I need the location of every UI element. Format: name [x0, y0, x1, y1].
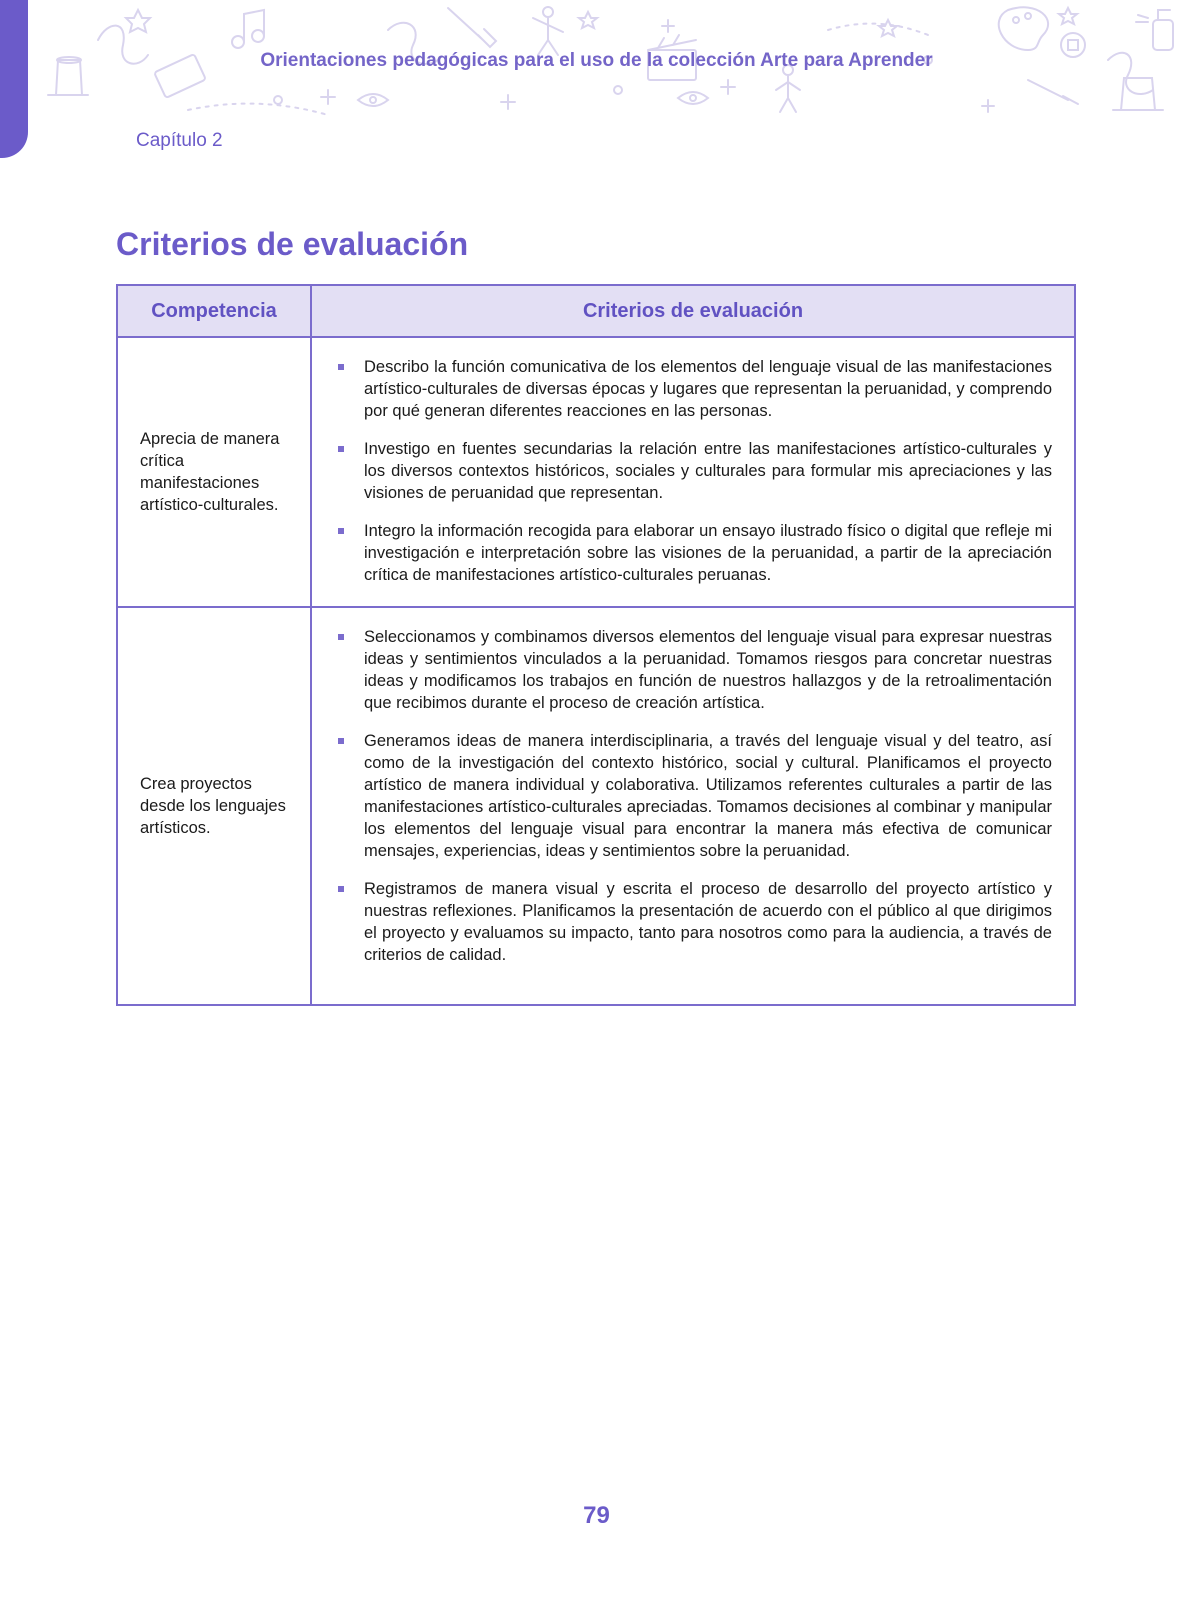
bullet-square-icon — [338, 738, 344, 744]
list-item — [334, 356, 1052, 422]
criterion-text: Integro la información recogida para elaborar un ensayo ilustrado físico o digital que refleje mi investigación e interpretación sobre las visiones de la peruanidad, a partir de la apreciación crítica de manifestaciones artístico-culturales peruanas. — [364, 522, 1052, 584]
list-item — [334, 878, 1052, 966]
criteria-list — [334, 626, 1052, 966]
bullet-square-icon — [338, 528, 344, 534]
list-item — [334, 730, 1052, 862]
table-row — [117, 337, 1075, 607]
column-header-criterios: Criterios de evaluación — [311, 285, 1075, 337]
header-title: Orientaciones pedagógicas para el uso de la colección Arte para Aprender — [260, 50, 933, 71]
bullet-square-icon — [338, 886, 344, 892]
criterios-cell — [311, 337, 1075, 607]
list-item — [334, 438, 1052, 504]
criterion-text: Describo la función comunicativa de los elementos del lenguaje visual de las manifestaciones artístico-culturales de diversas épocas y lugares que representan la peruanidad, y comprendo por qué generan diferentes reacciones en las personas. — [364, 358, 1052, 420]
competencia-cell: Aprecia de manera crítica manifestaciones artístico-culturales. — [117, 337, 311, 607]
bullet-square-icon — [338, 446, 344, 452]
bullet-square-icon — [338, 364, 344, 370]
criterion-text: Generamos ideas de manera interdisciplinaria, a través del lenguaje visual y del teatro, así como de la investigación del contexto histórico, social y cultural. Planificamos el proyecto artístico de manera individual y colaborativa. Utilizamos referentes culturales a partir de las manifestaciones artístico-culturales apreciadas. Tomamos decisiones al combinar y manipular los elementos del lenguaje visual para encontrar la manera más efectiva de comunicar mensajes, experiencias, ideas y sentimientos sobre la peruanidad. — [364, 732, 1052, 860]
criterios-cell — [311, 607, 1075, 1005]
competencia-cell: Crea proyectos desde los lenguajes artísticos. — [117, 607, 311, 1005]
section-title: Criterios de evaluación — [116, 226, 469, 262]
bullet-square-icon — [338, 634, 344, 640]
table-row — [117, 607, 1075, 1005]
evaluation-table — [116, 284, 1076, 1006]
column-header-competencia: Competencia — [117, 285, 311, 337]
list-item — [334, 626, 1052, 714]
criteria-list — [334, 356, 1052, 586]
side-tab — [0, 0, 28, 158]
table-header-row — [117, 285, 1075, 337]
criterion-text: Investigo en fuentes secundarias la relación entre las manifestaciones artístico-culturales y los diversos contextos históricos, sociales y culturales para formular mis apreciaciones y las visiones de peruanidad que representan. — [364, 440, 1052, 502]
chapter-label: Capítulo 2 — [136, 130, 223, 151]
list-item — [334, 520, 1052, 586]
page-number: 79 — [583, 1502, 610, 1529]
criterion-text: Registramos de manera visual y escrita el proceso de desarrollo del proyecto artístico y nuestras reflexiones. Planificamos la presentación de acuerdo con el público al que dirigimos el proyecto y evaluamos su impacto, tanto para nosotros como para la audiencia, a través de criterios de calidad. — [364, 880, 1052, 964]
criterion-text: Seleccionamos y combinamos diversos elementos del lenguaje visual para expresar nuestras ideas y sentimientos vinculados a la peruanidad. Tomamos riesgos para concretar nuestras ideas y modificamos los trabajos en función de nuestros hallazgos y de la retroalimentación que recibimos durante el proceso de creación artística. — [364, 628, 1052, 712]
